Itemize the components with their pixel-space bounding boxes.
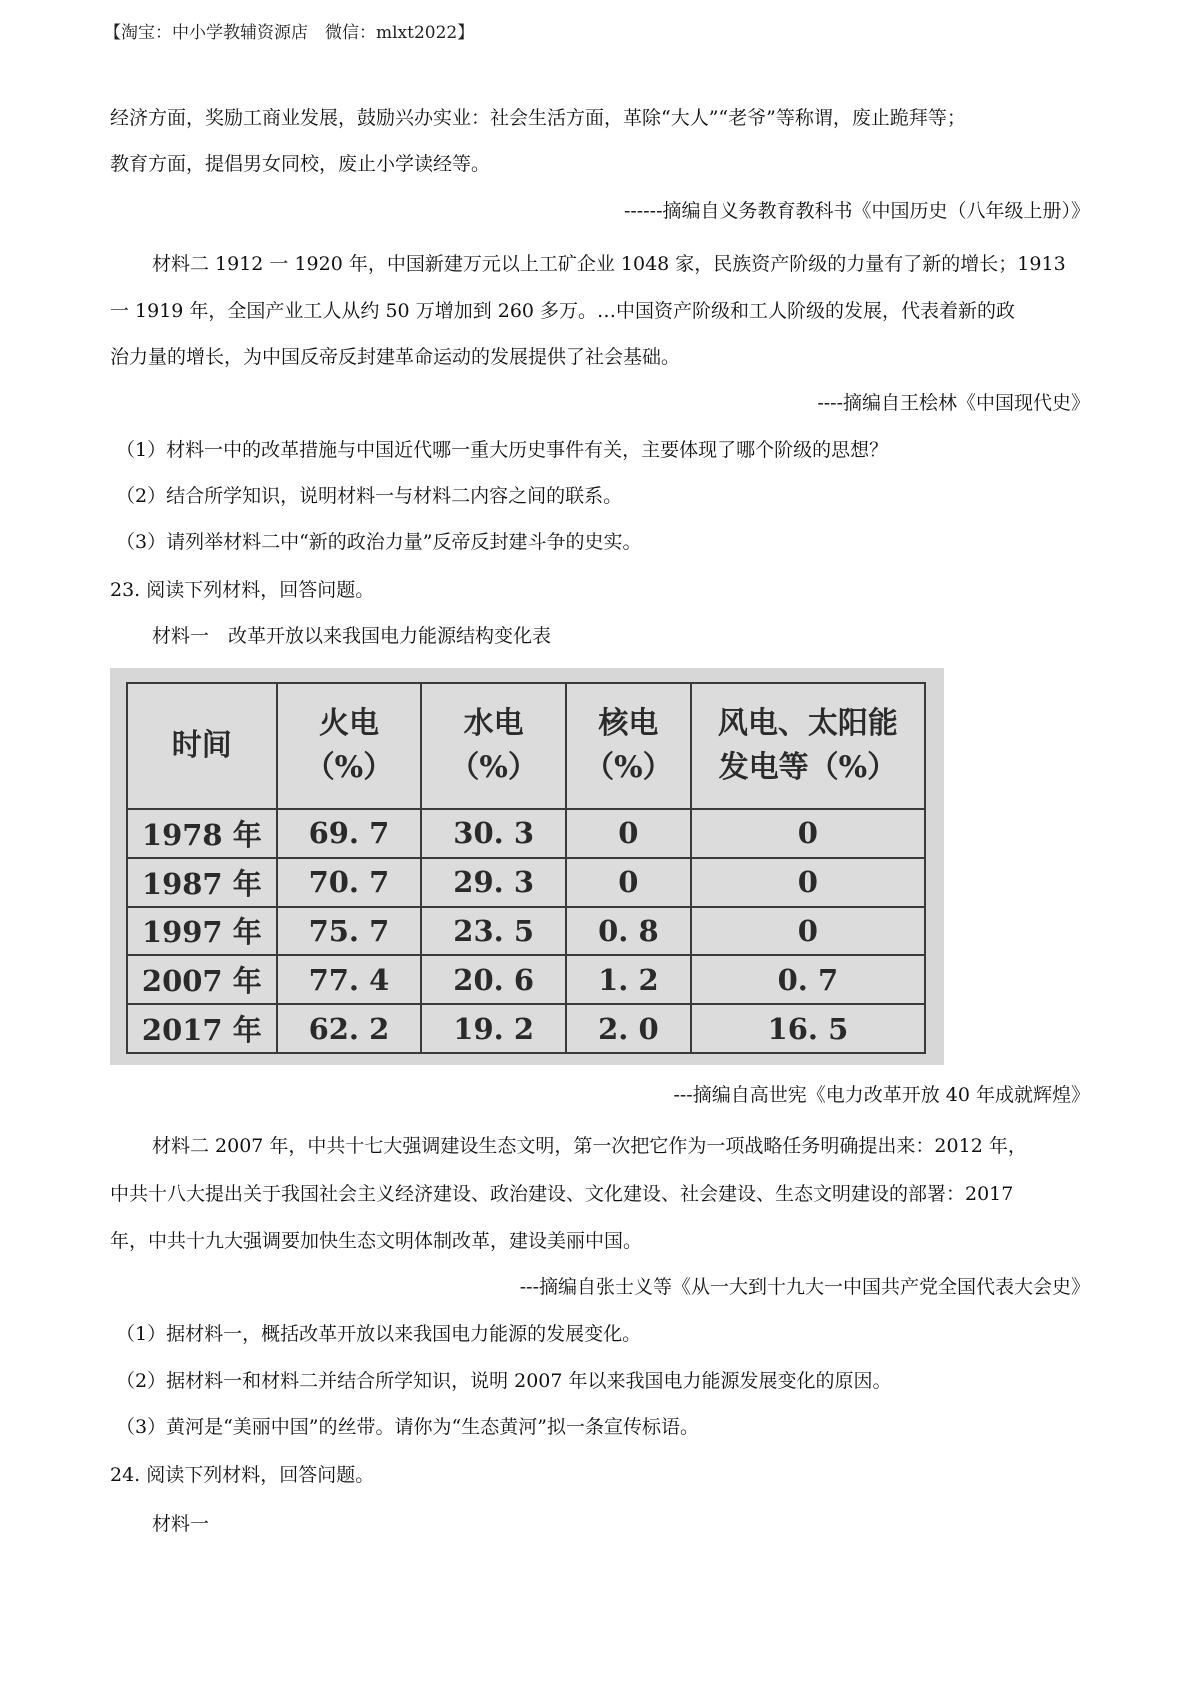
table-cell: 16. 5 [691, 1004, 925, 1053]
q22-question-2: （2）结合所学知识，说明材料一与材料二内容之间的联系。 [116, 485, 623, 507]
table-row [127, 858, 925, 907]
page-header-watermark: 【淘宝：中小学教辅资源店 微信：mlxt2022】 [104, 23, 475, 43]
q23-question-1: （1）据材料一，概括改革开放以来我国电力能源的发展变化。 [116, 1323, 642, 1345]
table-cell: 19. 2 [421, 1004, 566, 1053]
q23-material1-title: 材料一 改革开放以来我国电力能源结构变化表 [152, 625, 552, 647]
table-cell: 0 [566, 809, 691, 858]
q22-material2-line3: 治力量的增长，为中国反帝反封建革命运动的发展提供了社会基础。 [110, 346, 681, 368]
table-cell: 1987 年 [127, 858, 277, 907]
table-cell: 1. 2 [566, 955, 691, 1004]
table-row [127, 955, 925, 1004]
q23-heading: 23. 阅读下列材料，回答问题。 [110, 579, 375, 601]
q24-material1-title: 材料一 [152, 1513, 210, 1535]
q22-material2-line1: 材料二 1912 一 1920 年，中国新建万元以上工矿企业 1048 家，民族资产阶级的力量有了新的增长；1913 [152, 253, 1066, 275]
table-cell: 70. 7 [277, 858, 422, 907]
table-cell: 0. 8 [566, 907, 691, 956]
column-header-thermal: 火电 （%） [277, 683, 422, 809]
table-row [127, 907, 925, 956]
column-header-wind-solar: 风电、太阳能 发电等（%） [691, 683, 925, 809]
table-cell: 0 [566, 858, 691, 907]
table-cell: 20. 6 [421, 955, 566, 1004]
q23-material2-line1: 材料二 2007 年，中共十七大强调建设生态文明，第一次把它作为一项战略任务明确提出来：2012 年， [152, 1135, 1027, 1157]
table-row [127, 809, 925, 858]
q22-question-1: （1）材料一中的改革措施与中国近代哪一重大历史事件有关，主要体现了哪个阶级的思想？ [116, 439, 889, 461]
column-header-nuclear: 核电 （%） [566, 683, 691, 809]
table-cell: 2007 年 [127, 955, 277, 1004]
table-cell: 2. 0 [566, 1004, 691, 1053]
table-cell: 0 [691, 858, 925, 907]
table-cell: 0 [691, 907, 925, 956]
table-cell: 30. 3 [421, 809, 566, 858]
table-cell: 77. 4 [277, 955, 422, 1004]
q23-material2-source: ---摘编自张士义等《从一大到十九大一中国共产党全国代表大会史》 [519, 1276, 1090, 1298]
table-cell: 0 [691, 809, 925, 858]
table-cell: 75. 7 [277, 907, 422, 956]
q22-material2-source: ----摘编自王桧林《中国现代史》 [817, 392, 1090, 414]
q22-material1-source: ------摘编自义务教育教科书《中国历史（八年级上册）》 [623, 200, 1090, 222]
table-cell: 2017 年 [127, 1004, 277, 1053]
table-cell: 23. 5 [421, 907, 566, 956]
q23-material1-source: ---摘编自高世宪《电力改革开放 40 年成就辉煌》 [673, 1084, 1090, 1106]
table-header-row [127, 683, 925, 809]
table-cell: 62. 2 [277, 1004, 422, 1053]
q22-question-3: （3）请列举材料二中“新的政治力量”反帝反封建斗争的史实。 [116, 531, 642, 553]
electricity-structure-table [126, 682, 926, 1054]
q22-material2-line2: 一 1919 年，全国产业工人从约 50 万增加到 260 多万。…中国资产阶级和工人阶级的发展，代表着新的政 [110, 300, 1016, 322]
q23-material2-line3: 年，中共十九大强调要加快生态文明体制改革，建设美丽中国。 [110, 1230, 643, 1252]
table-cell: 1978 年 [127, 809, 277, 858]
table-cell: 0. 7 [691, 955, 925, 1004]
table-row [127, 1004, 925, 1053]
q23-question-2: （2）据材料一和材料二并结合所学知识，说明 2007 年以来我国电力能源发展变化的原因。 [116, 1370, 892, 1392]
q22-material1-line1: 经济方面，奖励工商业发展，鼓励兴办实业：社会生活方面，革除“大人”“老爷”等称谓，废止跪拜等； [110, 107, 966, 129]
table-cell: 69. 7 [277, 809, 422, 858]
column-header-time: 时间 [127, 683, 277, 809]
q22-material1-line2: 教育方面，提倡男女同校，废止小学读经等。 [110, 153, 491, 175]
q23-question-3: （3）黄河是“美丽中国”的丝带。请你为“生态黄河”拟一条宣传标语。 [116, 1416, 699, 1438]
q24-heading: 24. 阅读下列材料，回答问题。 [110, 1464, 375, 1486]
electricity-structure-table-image [110, 668, 944, 1065]
q23-material2-line2: 中共十八大提出关于我国社会主义经济建设、政治建设、文化建设、社会建设、生态文明建设的部署：2017 [110, 1183, 1014, 1205]
column-header-hydro: 水电 （%） [421, 683, 566, 809]
table-cell: 1997 年 [127, 907, 277, 956]
table-cell: 29. 3 [421, 858, 566, 907]
